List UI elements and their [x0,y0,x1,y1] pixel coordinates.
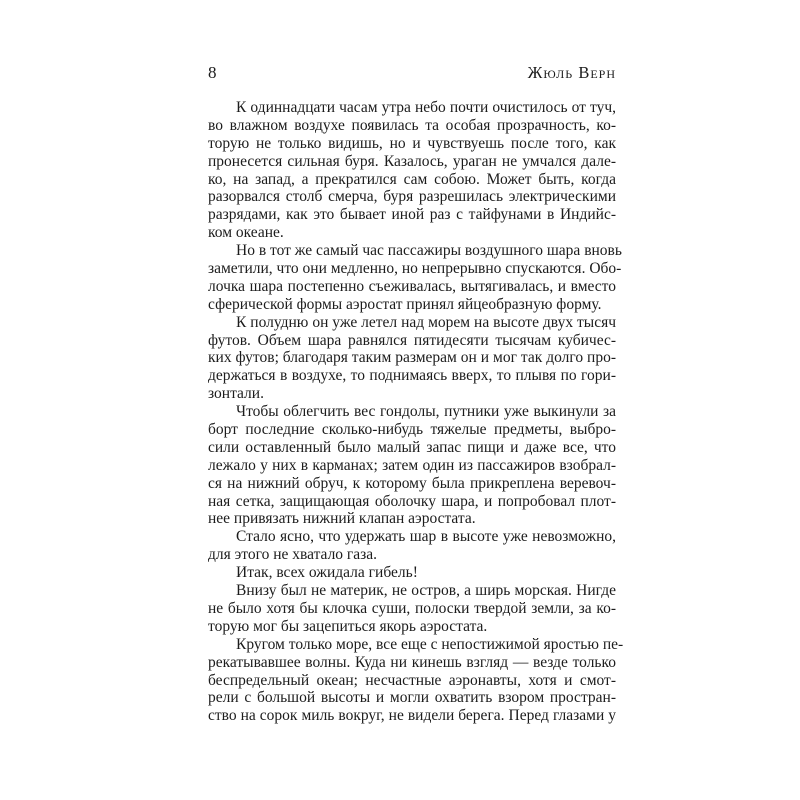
paragraph [208,314,616,403]
text-line: держаться в воздухе, то поднимаясь вверх, то плывя по гори- [208,367,616,385]
paragraph [208,635,624,725]
text-line: Стало ясно, что удержать шар в высоте уже невозможно, [236,528,616,546]
page-header [208,64,616,82]
text-line: беспредельный океан; несчастные аэронавты, хотя и смот- [208,671,616,689]
text-line: во влажном воздухе появилась та особая прозрачность, ко- [208,116,616,134]
paragraph [208,99,616,242]
text-line: ся на нижний обруч, к которому была прикреплена веревоч- [208,474,616,492]
text-line: футов. Объем шара равнялся пятидесяти тысячам кубичес- [208,331,616,349]
text-line: лочка шара постепенно съеживалась, вытягивалась, и вместо [208,277,616,295]
text-line: рели с большой высоты и могли охватить взором простран- [208,689,616,707]
text-line: ная сетка, защищающая оболочку шара, и попробовал плот- [208,492,616,510]
text-line: зонтали. [208,385,264,403]
text-line: Но в тот же самый час пассажиры воздушного шара вновь [236,242,622,260]
text-line: пронесется сильная буря. Казалось, ураган не умчался дале- [208,152,616,170]
paragraph [208,403,616,528]
text-line: Кругом только море, все еще с непостижимой яростью пе- [236,635,624,653]
text-line: разорвался столб смерча, буря разрешилась электрическими [208,188,616,206]
text-line: Внизу был не материк, не остров, а ширь морская. Нигде [236,582,616,600]
text-line: борт последние сколько-нибудь тяжелые предметы, выбро- [208,421,616,439]
text-line: торую мог бы зацепиться якорь аэростата. [208,617,488,635]
text-line: лежало у них в карманах; затем один из пассажиров взобрал- [208,456,616,474]
text-line: заметили, что они медленно, но непрерывно спускаются. Обо- [208,260,622,278]
text-line: Чтобы облегчить вес гондолы, путники уже выкинули за [236,403,616,421]
text-line: ких футов; благодаря таким размерам он и мог так долго про- [208,349,616,367]
paragraph [208,564,616,582]
paragraph [208,582,616,636]
text-line: ко, на запад, а прекратился сам собою. Может быть, когда [208,170,616,188]
text-block [208,99,624,725]
text-line: сили оставленный было малый запас пищи и даже все, что [208,438,616,456]
text-line: нее привязать нижний клапан аэростата. [208,510,476,528]
paragraph [208,528,616,564]
text-line: торую не только видишь, но и чувствуешь после того, как [208,134,616,152]
text-line: для этого не хватало газа. [208,546,378,564]
text-line: ство на сорок миль вокруг, не видели берега. Перед глазами у [208,707,616,725]
text-line: Итак, всех ожидала гибель! [236,564,418,582]
paragraph [208,242,622,314]
text-line: разрядами, как это бывает иной раз с тайфунами в Индийс- [208,206,616,224]
text-line: К полудню он уже летел над морем на высоте двух тысяч [236,313,616,331]
text-line: сферической формы аэростат принял яйцеобразную форму. [208,295,602,313]
page-number: 8 [208,63,217,82]
text-line: ком океане. [208,224,284,242]
text-line: не было хотя бы клочка суши, полоски твердой земли, за ко- [208,599,616,617]
text-line: рекатывавшее волны. Куда ни кинешь взгляд — везде только [208,653,616,671]
text-line: К одиннадцати часам утра небо почти очистилось от туч, [236,99,616,116]
running-title: Жюль Верн [527,63,616,82]
